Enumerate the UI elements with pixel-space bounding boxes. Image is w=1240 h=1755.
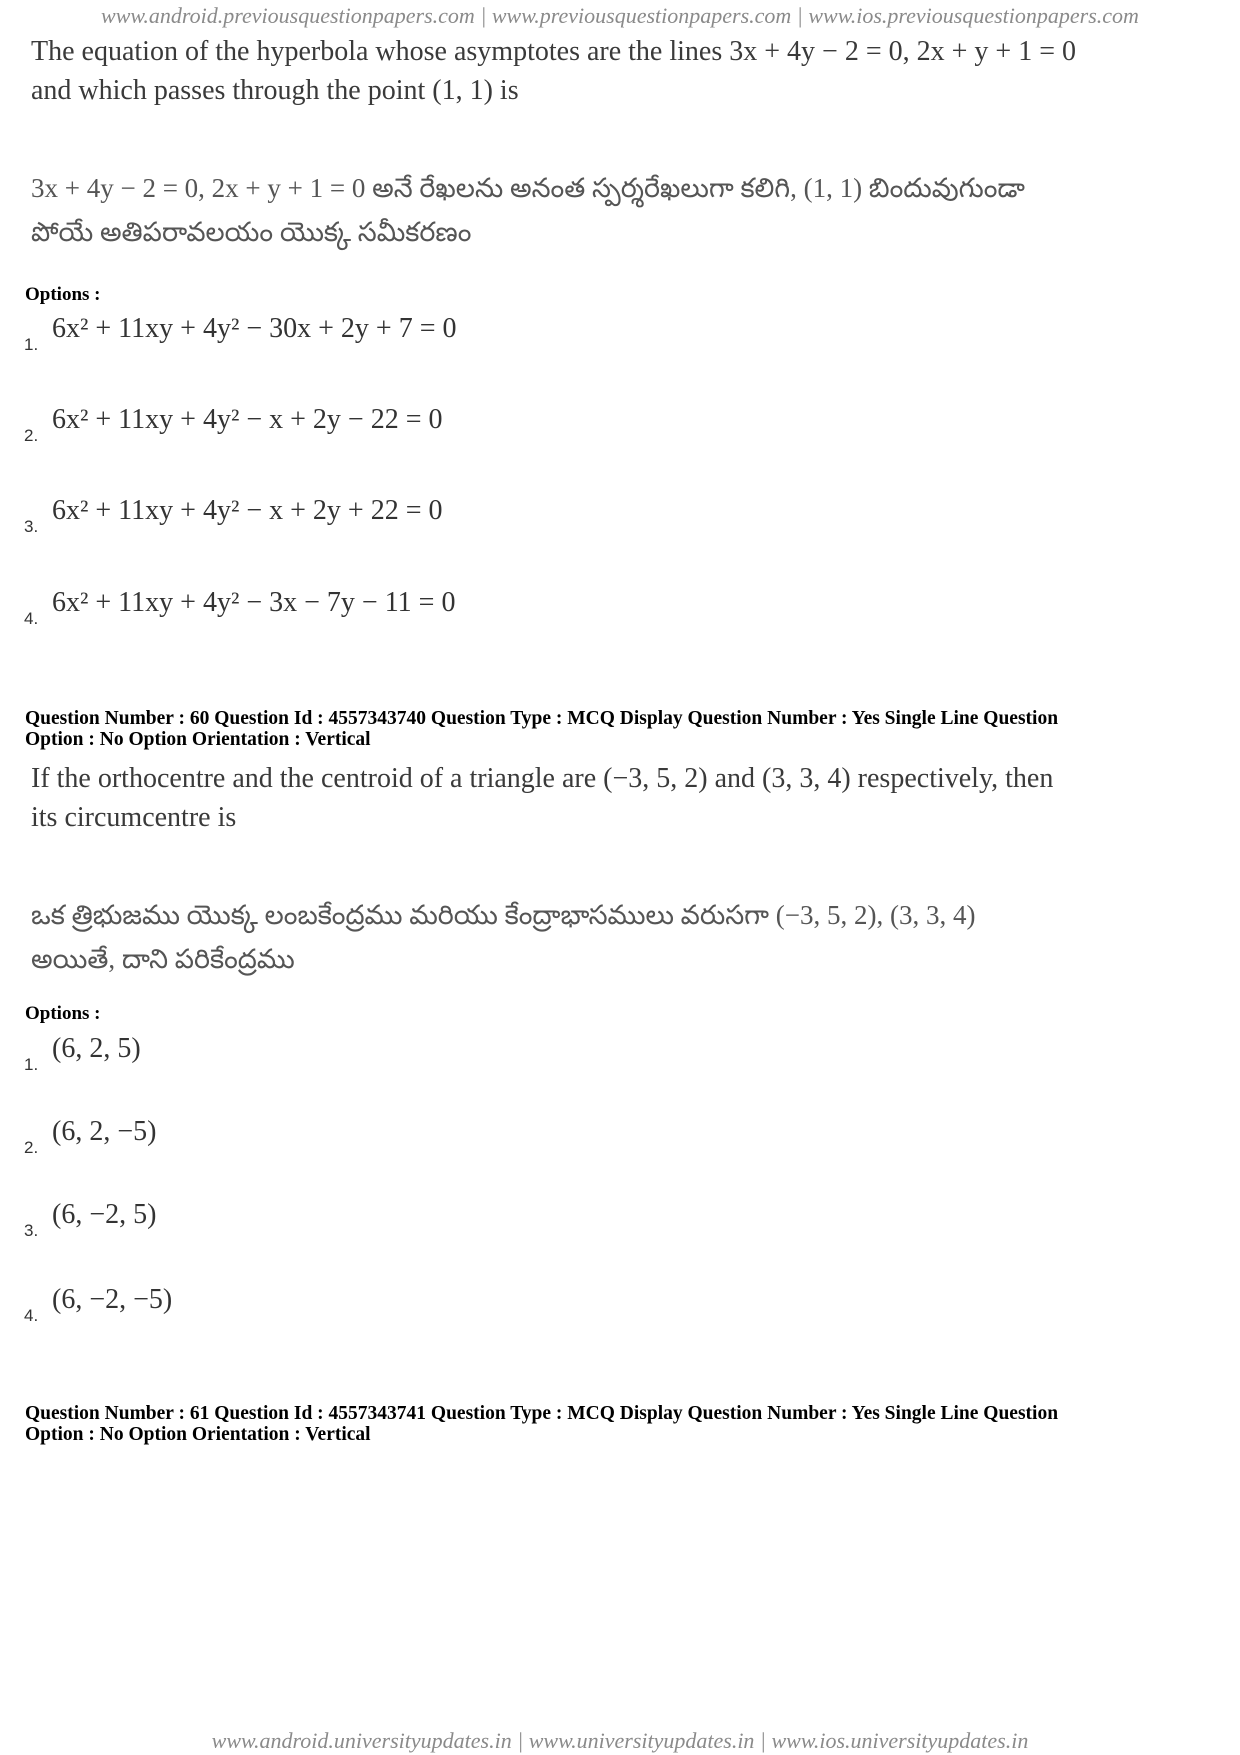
option-text: 6x² + 11xy + 4y² − x + 2y − 22 = 0 [52, 404, 443, 435]
question-60-meta [25, 708, 1225, 750]
option-text: (6, −2, 5) [52, 1199, 157, 1230]
meta-line: Question Number : 60 Question Id : 4557343740 Question Type : MCQ Display Question Number : Yes Single Line Question [25, 708, 1059, 729]
question-59-english [31, 32, 1201, 110]
question-text-line: 3x + 4y − 2 = 0, 2x + y + 1 = 0 అనే రేఖలను అనంత స్పర్శరేఖలుగా కలిగి, (1, 1) బిందువుగుండా [31, 173, 1025, 203]
page-footer-watermark: www.android.universityupdates.in | www.universityupdates.in | www.ios.universityupdates.in [211, 1728, 1029, 1753]
meta-line: Option : No Option Orientation : Vertical [25, 1424, 371, 1445]
question-60-telugu [31, 893, 1201, 981]
option-number: 4. [24, 609, 39, 628]
question-text-line: its circumcentre is [31, 802, 237, 833]
question-61-meta [25, 1403, 1225, 1445]
option-text: 6x² + 11xy + 4y² − x + 2y + 22 = 0 [52, 495, 443, 526]
option-text: 6x² + 11xy + 4y² − 30x + 2y + 7 = 0 [52, 313, 457, 344]
options-label: Options : [25, 1003, 101, 1024]
option-number: 2. [24, 1138, 39, 1157]
question-59-telugu [31, 166, 1201, 254]
question-text-line: If the orthocentre and the centroid of a triangle are (−3, 5, 2) and (3, 3, 4) respectively, then [31, 763, 1054, 794]
meta-line: Question Number : 61 Question Id : 4557343741 Question Type : MCQ Display Question Number : Yes Single Line Question [25, 1403, 1059, 1424]
option-number: 3. [24, 517, 39, 536]
option-number: 2. [24, 426, 39, 445]
question-60-english [31, 759, 1201, 837]
option-text: 6x² + 11xy + 4y² − 3x − 7y − 11 = 0 [52, 587, 456, 618]
option-text: (6, −2, −5) [52, 1284, 173, 1315]
option-number: 4. [24, 1306, 39, 1325]
question-text-line: and which passes through the point (1, 1) is [31, 75, 519, 106]
option-number: 1. [24, 335, 39, 354]
question-text-line: The equation of the hyperbola whose asymptotes are the lines 3x + 4y − 2 = 0, 2x + y + 1 = 0 [31, 36, 1076, 67]
question-text-line: అయితే, దాని పరికేంద్రము [31, 944, 295, 974]
option-text: (6, 2, −5) [52, 1116, 157, 1147]
question-text-line: ఒక త్రిభుజము యొక్క లంబకేంద్రము మరియు కేంద్రాభాసములు వరుసగా (−3, 5, 2), (3, 3, 4) [31, 900, 976, 930]
meta-line: Option : No Option Orientation : Vertical [25, 729, 371, 750]
option-text: (6, 2, 5) [52, 1033, 141, 1064]
page-header-watermark: www.android.previousquestionpapers.com | www.previousquestionpapers.com | www.ios.previousquestionpapers.com [101, 3, 1139, 28]
question-text-line: పోయే అతిపరావలయం యొక్క సమీకరణం [31, 217, 472, 247]
options-label: Options : [25, 284, 101, 305]
option-number: 1. [24, 1055, 39, 1074]
option-number: 3. [24, 1221, 39, 1240]
